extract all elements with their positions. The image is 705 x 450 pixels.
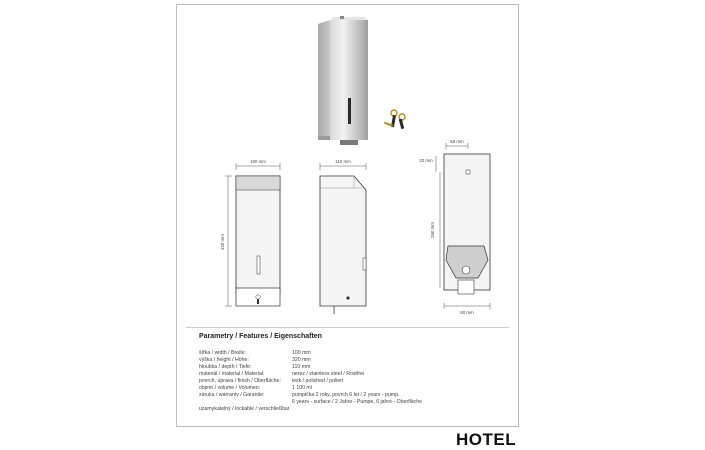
front-view-drawing	[218, 158, 298, 318]
front-height-label: 320 mm	[220, 234, 225, 250]
back-offset-label: 32 mm	[419, 158, 433, 163]
side-view-drawing	[308, 158, 378, 320]
spec-value: 6 years - surface / 2 Jahre - Pumpe, 6 jahre - Oberfläche	[292, 399, 423, 405]
spec-label: šířka / width / Breite:	[199, 350, 246, 356]
back-view-drawing	[418, 138, 508, 318]
spec-label: materiál / material / Material:	[199, 371, 265, 377]
spec-value: 100 mm	[292, 350, 311, 356]
spec-label: uzamykatelný / lockable / verschließbar	[199, 406, 290, 412]
spec-label: hloubka / depth / Tiefe:	[199, 364, 252, 370]
back-bottom-label: 80 mm	[460, 310, 474, 315]
keys	[384, 110, 405, 129]
back-height-label: 260 mm	[430, 222, 435, 238]
back-top-label: 50 mm	[450, 139, 464, 144]
product-photo	[310, 14, 420, 149]
spec-label: objem / volume / Volumen:	[199, 385, 261, 391]
spec-label: povrch, úprava / finish / Oberfläche:	[199, 378, 281, 384]
specs-title: Parametry / Features / Eigenschaften	[199, 333, 322, 340]
spec-value: lesk / polished / poliert	[292, 378, 344, 384]
front-width-label: 100 mm	[250, 159, 266, 164]
spec-value: 320 mm	[292, 357, 311, 363]
side-width-label: 110 mm	[335, 159, 351, 164]
spec-value: 110 mm	[292, 364, 311, 370]
spec-value: 1 100 ml	[292, 385, 312, 391]
brand-label: HOTEL	[456, 430, 517, 449]
divider	[186, 327, 509, 328]
spec-value: nerez / stainless steel / Rostfrei	[292, 371, 365, 377]
spec-label: výška / height / Höhe:	[199, 357, 249, 363]
spec-label: záruka / warranty / Garantie:	[199, 392, 265, 398]
spec-value: pumpička 2 roky, povrch 6 let / 2 years - pump,	[292, 392, 400, 398]
